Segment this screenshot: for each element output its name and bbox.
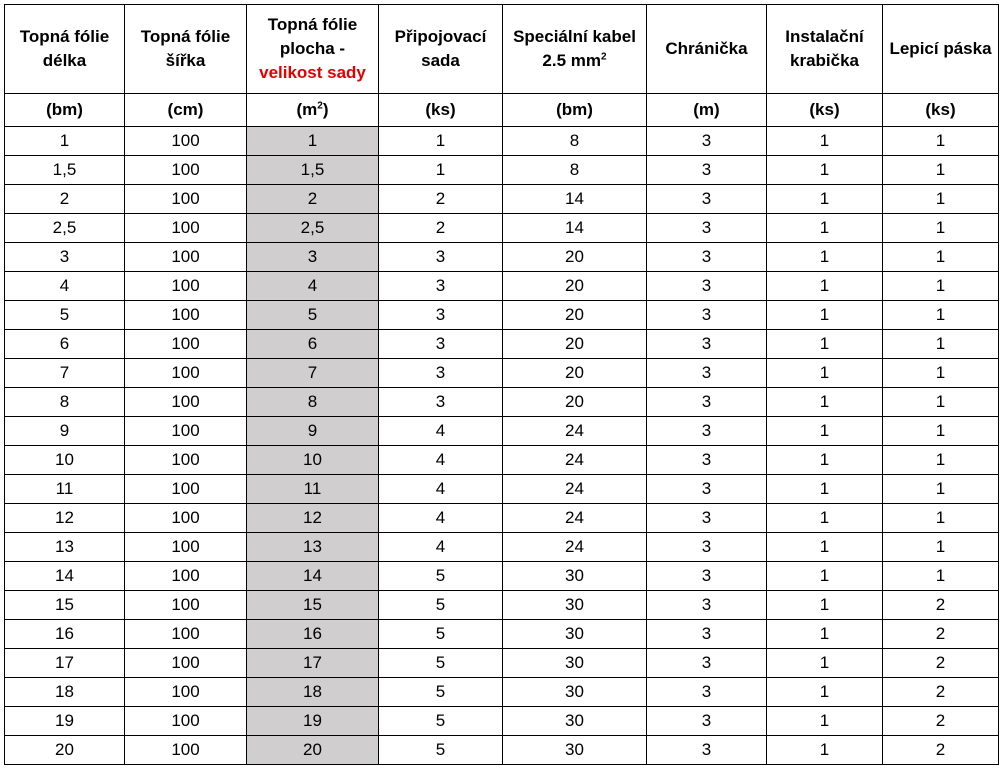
table-row — [5, 504, 999, 533]
table-cell: 8 — [503, 156, 647, 185]
table-cell: 1 — [883, 156, 999, 185]
table-cell: 1 — [767, 330, 883, 359]
table-cell: 1 — [767, 156, 883, 185]
table-cell: 3 — [379, 359, 503, 388]
table-cell: 9 — [5, 417, 125, 446]
table-cell: 17 — [5, 649, 125, 678]
table-cell: 3 — [647, 504, 767, 533]
table-cell: 3 — [647, 127, 767, 156]
table-cell: 20 — [503, 359, 647, 388]
table-cell: 2 — [379, 185, 503, 214]
table-cell: 9 — [247, 417, 379, 446]
table-row — [5, 736, 999, 765]
table-cell: 11 — [247, 475, 379, 504]
table-cell: 14 — [5, 562, 125, 591]
table-cell: 20 — [503, 301, 647, 330]
table-cell: 1 — [883, 388, 999, 417]
header-special-cable — [503, 5, 647, 94]
table-cell: 13 — [247, 533, 379, 562]
unit-area — [247, 94, 379, 127]
table-cell: 5 — [247, 301, 379, 330]
table-cell: 3 — [379, 330, 503, 359]
header-area-title: Topná fólie plocha - — [267, 15, 358, 58]
table-cell: 1 — [5, 127, 125, 156]
table-row — [5, 417, 999, 446]
table-cell: 3 — [647, 417, 767, 446]
table-cell: 6 — [5, 330, 125, 359]
table-cell: 100 — [125, 185, 247, 214]
table-cell: 20 — [503, 330, 647, 359]
table-cell: 100 — [125, 475, 247, 504]
table-cell: 3 — [647, 707, 767, 736]
table-cell: 1 — [247, 127, 379, 156]
table-cell: 3 — [647, 330, 767, 359]
table-row — [5, 359, 999, 388]
table-cell: 19 — [247, 707, 379, 736]
table-cell: 100 — [125, 736, 247, 765]
table-cell: 30 — [503, 620, 647, 649]
table-cell: 6 — [247, 330, 379, 359]
table-cell: 1,5 — [247, 156, 379, 185]
unit-width: (cm) — [125, 94, 247, 127]
table-cell: 100 — [125, 533, 247, 562]
unit-junction-box: (ks) — [767, 94, 883, 127]
table-cell: 100 — [125, 301, 247, 330]
table-cell: 100 — [125, 330, 247, 359]
table-cell: 100 — [125, 591, 247, 620]
table-cell: 16 — [247, 620, 379, 649]
table-cell: 14 — [503, 214, 647, 243]
table-cell: 100 — [125, 359, 247, 388]
table-cell: 4 — [379, 417, 503, 446]
table-cell: 100 — [125, 127, 247, 156]
header-area-highlight: velikost sady — [259, 63, 366, 82]
product-spec-table — [4, 4, 999, 765]
table-cell: 20 — [247, 736, 379, 765]
table-cell: 100 — [125, 649, 247, 678]
table-cell: 5 — [5, 301, 125, 330]
table-cell: 1 — [883, 504, 999, 533]
table-cell: 100 — [125, 678, 247, 707]
table-cell: 3 — [647, 591, 767, 620]
table-cell: 1,5 — [5, 156, 125, 185]
unit-length: (bm) — [5, 94, 125, 127]
header-connection-kit: Připojovací sada — [379, 5, 503, 94]
table-cell: 1 — [883, 475, 999, 504]
table-cell: 30 — [503, 591, 647, 620]
table-cell: 30 — [503, 736, 647, 765]
table-cell: 20 — [503, 243, 647, 272]
table-row — [5, 475, 999, 504]
table-cell: 20 — [5, 736, 125, 765]
table-row — [5, 678, 999, 707]
table-cell: 3 — [647, 649, 767, 678]
table-cell: 2 — [883, 736, 999, 765]
table-cell: 100 — [125, 707, 247, 736]
table-row — [5, 388, 999, 417]
table-cell: 5 — [379, 649, 503, 678]
table-cell: 1 — [767, 301, 883, 330]
unit-area-base: (m — [296, 100, 318, 119]
table-cell: 5 — [379, 591, 503, 620]
table-cell: 1 — [767, 359, 883, 388]
table-cell: 1 — [767, 620, 883, 649]
table-cell: 17 — [247, 649, 379, 678]
table-cell: 1 — [883, 533, 999, 562]
table-cell: 1 — [883, 214, 999, 243]
table-cell: 1 — [767, 562, 883, 591]
table-cell: 100 — [125, 562, 247, 591]
table-cell: 1 — [767, 475, 883, 504]
table-cell: 1 — [767, 417, 883, 446]
table-cell: 4 — [379, 504, 503, 533]
table-cell: 5 — [379, 620, 503, 649]
table-cell: 3 — [647, 243, 767, 272]
table-cell: 1 — [883, 446, 999, 475]
table-cell: 2 — [883, 707, 999, 736]
table-cell: 100 — [125, 504, 247, 533]
table-cell: 1 — [883, 417, 999, 446]
table-cell: 1 — [767, 678, 883, 707]
table-cell: 1 — [767, 707, 883, 736]
table-cell: 24 — [503, 446, 647, 475]
table-row — [5, 446, 999, 475]
table-cell: 4 — [5, 272, 125, 301]
table-cell: 3 — [647, 678, 767, 707]
header-area — [247, 5, 379, 94]
table-cell: 3 — [647, 359, 767, 388]
table-row — [5, 562, 999, 591]
table-cell: 100 — [125, 272, 247, 301]
table-row — [5, 243, 999, 272]
table-cell: 14 — [503, 185, 647, 214]
table-cell: 1 — [883, 330, 999, 359]
table-cell: 100 — [125, 243, 247, 272]
table-cell: 2 — [883, 678, 999, 707]
table-row — [5, 214, 999, 243]
table-cell: 2 — [883, 649, 999, 678]
table-cell: 3 — [647, 533, 767, 562]
table-cell: 1 — [767, 736, 883, 765]
table-row — [5, 591, 999, 620]
header-unit-row — [5, 94, 999, 127]
table-cell: 3 — [647, 736, 767, 765]
table-cell: 3 — [379, 388, 503, 417]
table-row — [5, 649, 999, 678]
table-row — [5, 127, 999, 156]
table-cell: 1 — [767, 214, 883, 243]
table-cell: 16 — [5, 620, 125, 649]
table-cell: 1 — [883, 185, 999, 214]
unit-area-end: ) — [322, 100, 329, 119]
table-cell: 3 — [647, 214, 767, 243]
table-cell: 7 — [5, 359, 125, 388]
table-cell: 30 — [503, 649, 647, 678]
table-cell: 30 — [503, 678, 647, 707]
table-cell: 100 — [125, 214, 247, 243]
header-special-cable-title: Speciální kabel 2.5 mm — [513, 27, 636, 70]
table-cell: 13 — [5, 533, 125, 562]
table-cell: 24 — [503, 533, 647, 562]
header-special-cable-sup: 2 — [601, 51, 607, 63]
table-cell: 1 — [379, 156, 503, 185]
table-cell: 18 — [247, 678, 379, 707]
table-cell: 3 — [379, 243, 503, 272]
table-cell: 3 — [647, 185, 767, 214]
table-cell: 15 — [5, 591, 125, 620]
table-cell: 4 — [247, 272, 379, 301]
table-cell: 12 — [247, 504, 379, 533]
table-cell: 100 — [125, 156, 247, 185]
table-body — [5, 127, 999, 765]
header-adhesive-tape: Lepicí páska — [883, 5, 999, 94]
header-junction-box: Instalační krabička — [767, 5, 883, 94]
table-cell: 3 — [647, 156, 767, 185]
table-cell: 7 — [247, 359, 379, 388]
header-title-row — [5, 5, 999, 94]
table-cell: 30 — [503, 707, 647, 736]
table-cell: 4 — [379, 475, 503, 504]
table-cell: 1 — [883, 562, 999, 591]
table-cell: 1 — [767, 388, 883, 417]
table-row — [5, 620, 999, 649]
table-cell: 12 — [5, 504, 125, 533]
unit-area-sup: 2 — [317, 100, 323, 112]
table-row — [5, 156, 999, 185]
table-cell: 1 — [767, 649, 883, 678]
table-cell: 4 — [379, 533, 503, 562]
table-cell: 100 — [125, 620, 247, 649]
table-cell: 1 — [883, 359, 999, 388]
table-row — [5, 330, 999, 359]
table-cell: 1 — [883, 301, 999, 330]
table-cell: 3 — [647, 301, 767, 330]
table-cell: 3 — [5, 243, 125, 272]
table-cell: 1 — [767, 446, 883, 475]
table-cell: 1 — [883, 127, 999, 156]
table-cell: 10 — [247, 446, 379, 475]
table-cell: 20 — [503, 388, 647, 417]
table-cell: 1 — [767, 127, 883, 156]
table-cell: 2 — [5, 185, 125, 214]
table-cell: 2,5 — [247, 214, 379, 243]
table-cell: 3 — [647, 620, 767, 649]
table-cell: 2 — [883, 620, 999, 649]
table-cell: 2 — [379, 214, 503, 243]
table-cell: 8 — [503, 127, 647, 156]
table-cell: 3 — [247, 243, 379, 272]
table-cell: 5 — [379, 678, 503, 707]
table-cell: 3 — [647, 562, 767, 591]
unit-adhesive-tape: (ks) — [883, 94, 999, 127]
table-cell: 5 — [379, 707, 503, 736]
table-cell: 5 — [379, 562, 503, 591]
table-cell: 19 — [5, 707, 125, 736]
table-cell: 4 — [379, 446, 503, 475]
table-cell: 100 — [125, 388, 247, 417]
table-cell: 3 — [379, 272, 503, 301]
table-cell: 3 — [647, 446, 767, 475]
table-cell: 15 — [247, 591, 379, 620]
table-cell: 1 — [767, 591, 883, 620]
header-conduit: Chránička — [647, 5, 767, 94]
table-cell: 14 — [247, 562, 379, 591]
table-cell: 11 — [5, 475, 125, 504]
table-cell: 3 — [647, 475, 767, 504]
header-width: Topná fólie šířka — [125, 5, 247, 94]
table-cell: 100 — [125, 446, 247, 475]
table-cell: 10 — [5, 446, 125, 475]
table-row — [5, 272, 999, 301]
table-cell: 8 — [5, 388, 125, 417]
table-cell: 1 — [767, 533, 883, 562]
table-cell: 24 — [503, 475, 647, 504]
table-cell: 3 — [647, 388, 767, 417]
table-cell: 1 — [767, 272, 883, 301]
table-cell: 1 — [379, 127, 503, 156]
unit-connection-kit: (ks) — [379, 94, 503, 127]
table-cell: 2 — [247, 185, 379, 214]
table-cell: 1 — [883, 272, 999, 301]
table-row — [5, 707, 999, 736]
table-cell: 2,5 — [5, 214, 125, 243]
table-cell: 24 — [503, 504, 647, 533]
table-cell: 1 — [767, 504, 883, 533]
table-row — [5, 301, 999, 330]
table-cell: 1 — [767, 185, 883, 214]
table-cell: 1 — [767, 243, 883, 272]
table-cell: 3 — [379, 301, 503, 330]
table-cell: 24 — [503, 417, 647, 446]
unit-special-cable: (bm) — [503, 94, 647, 127]
header-length: Topná fólie délka — [5, 5, 125, 94]
unit-conduit: (m) — [647, 94, 767, 127]
table-row — [5, 533, 999, 562]
table-cell: 5 — [379, 736, 503, 765]
table-cell: 2 — [883, 591, 999, 620]
table-cell: 1 — [883, 243, 999, 272]
table-row — [5, 185, 999, 214]
table-cell: 30 — [503, 562, 647, 591]
table-cell: 3 — [647, 272, 767, 301]
table-cell: 18 — [5, 678, 125, 707]
table-cell: 100 — [125, 417, 247, 446]
table-cell: 8 — [247, 388, 379, 417]
table-cell: 20 — [503, 272, 647, 301]
